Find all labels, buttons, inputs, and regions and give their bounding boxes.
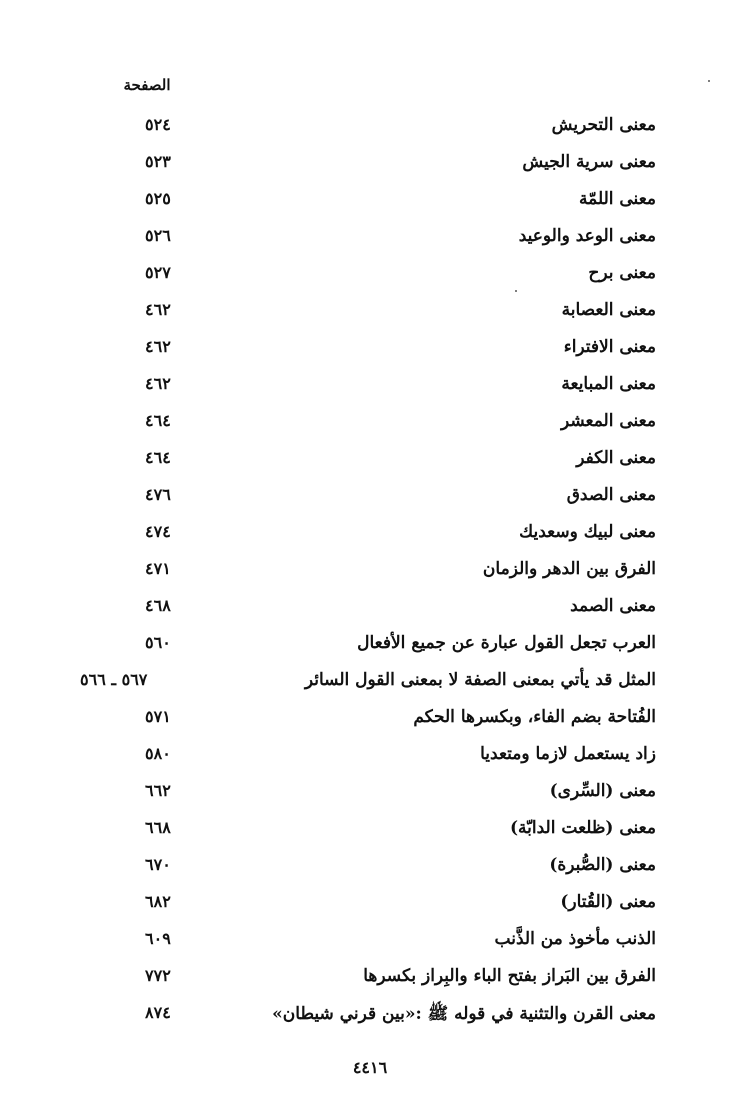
entry-page-number: ٥٦٧ ـ ٥٦٦ bbox=[80, 670, 148, 689]
entry-page-number: ٤٦٢ bbox=[145, 374, 171, 393]
index-entry bbox=[0, 960, 748, 997]
entry-page-number: ٤٦٢ bbox=[145, 337, 171, 356]
index-entry bbox=[0, 775, 748, 812]
entry-term: معنى الصدق bbox=[566, 485, 656, 505]
entry-page-number: ٤٦٤ bbox=[145, 448, 171, 467]
entry-page-number: ٦٧٠ bbox=[145, 855, 171, 874]
entry-term: الفُتاحة بضم الفاء، وبكسرها الحكم bbox=[413, 707, 656, 727]
entry-term: معنى (القُتار) bbox=[560, 892, 656, 912]
entry-term: معنى برح bbox=[588, 263, 656, 283]
entry-page-number: ٤٦٢ bbox=[145, 300, 171, 319]
index-entry bbox=[0, 849, 748, 886]
index-entry bbox=[0, 146, 748, 183]
index-entry bbox=[0, 886, 748, 923]
index-entry bbox=[0, 183, 748, 220]
entry-term: المثل قد يأتي بمعنى الصفة لا بمعنى القول السائر bbox=[304, 670, 656, 690]
entry-term: معنى الكفر bbox=[576, 448, 656, 468]
entry-page-number: ٧٧٢ bbox=[145, 966, 171, 985]
index-entry bbox=[0, 516, 748, 553]
entry-page-number: ٥٢٧ bbox=[145, 263, 171, 282]
entry-term: معنى الافتراء bbox=[563, 337, 656, 357]
entry-page-number: ٦٦٢ bbox=[145, 781, 171, 800]
entry-term: معنى الوعد والوعيد bbox=[518, 226, 656, 246]
entry-term: معنى لبيك وسعديك bbox=[519, 522, 656, 542]
entry-page-number: ٦٠٩ bbox=[145, 929, 171, 948]
entry-page-number: ٥٨٠ bbox=[145, 744, 171, 763]
entry-term: معنى (الصُّبرة) bbox=[549, 855, 656, 875]
entry-page-number: ٤٧١ bbox=[145, 559, 171, 578]
index-entry bbox=[0, 368, 748, 405]
entry-term: زاد يستعمل لازما ومتعديا bbox=[480, 744, 656, 764]
entry-page-number: ٤٦٨ bbox=[145, 596, 171, 615]
entry-term: الذنب مأخوذ من الذَّنب bbox=[494, 929, 656, 949]
entry-term: معنى المبايعة bbox=[561, 374, 656, 394]
index-entry bbox=[0, 220, 748, 257]
index-entry bbox=[0, 479, 748, 516]
index-entry bbox=[0, 553, 748, 590]
index-entry bbox=[0, 738, 748, 775]
index-entry bbox=[0, 257, 748, 294]
entry-page-number: ٤٧٦ bbox=[145, 485, 171, 504]
entry-page-number: ٥٧١ bbox=[145, 707, 171, 726]
entry-page-number: ٤٦٤ bbox=[145, 411, 171, 430]
index-entry bbox=[0, 701, 748, 738]
entry-page-number: ٦٦٨ bbox=[145, 818, 171, 837]
scan-speck bbox=[708, 80, 710, 82]
entry-term: معنى سرية الجيش bbox=[522, 152, 656, 172]
index-entry bbox=[0, 923, 748, 960]
entry-term: معنى (ظلعت الدابّة) bbox=[510, 818, 656, 838]
scan-speck bbox=[515, 290, 517, 292]
index-entry bbox=[0, 997, 748, 1034]
entry-term: معنى القرن والتثنية في قوله ﷺ :«بين قرني شيطان» bbox=[272, 1004, 656, 1024]
entry-page-number: ٨٧٤ bbox=[145, 1003, 171, 1022]
entry-term: العرب تجعل القول عبارة عن جميع الأفعال bbox=[357, 633, 656, 653]
index-entry bbox=[0, 405, 748, 442]
entry-term: معنى العصابة bbox=[561, 300, 656, 320]
page-column-header: الصفحة bbox=[123, 76, 171, 94]
entry-term: الفرق بين الدهر والزمان bbox=[482, 559, 656, 579]
index-entry bbox=[0, 664, 748, 701]
entry-page-number: ٥٢٦ bbox=[145, 226, 171, 245]
index-entry bbox=[0, 442, 748, 479]
index-entry bbox=[0, 331, 748, 368]
index-entries-list bbox=[0, 109, 748, 1034]
entry-term: معنى (السِّرى) bbox=[549, 781, 656, 801]
entry-term: الفرق بين البَراز بفتح الباء والبِراز بكسرها bbox=[363, 966, 656, 986]
entry-page-number: ٦٨٢ bbox=[145, 892, 171, 911]
entry-page-number: ٥٦٠ bbox=[145, 633, 171, 652]
index-entry bbox=[0, 627, 748, 664]
entry-term: معنى الصمد bbox=[570, 596, 656, 616]
index-entry bbox=[0, 294, 748, 331]
entry-page-number: ٥٢٥ bbox=[145, 189, 171, 208]
index-entry bbox=[0, 812, 748, 849]
entry-page-number: ٥٢٣ bbox=[145, 152, 171, 171]
index-entry bbox=[0, 109, 748, 146]
page-number: ٤٤١٦ bbox=[352, 1058, 388, 1077]
index-entry bbox=[0, 590, 748, 627]
entry-page-number: ٥٢٤ bbox=[145, 115, 171, 134]
entry-term: معنى المعشر bbox=[560, 411, 656, 431]
entry-term: معنى التحريش bbox=[551, 115, 656, 135]
entry-page-number: ٤٧٤ bbox=[145, 522, 171, 541]
entry-term: معنى اللمّة bbox=[579, 189, 656, 209]
